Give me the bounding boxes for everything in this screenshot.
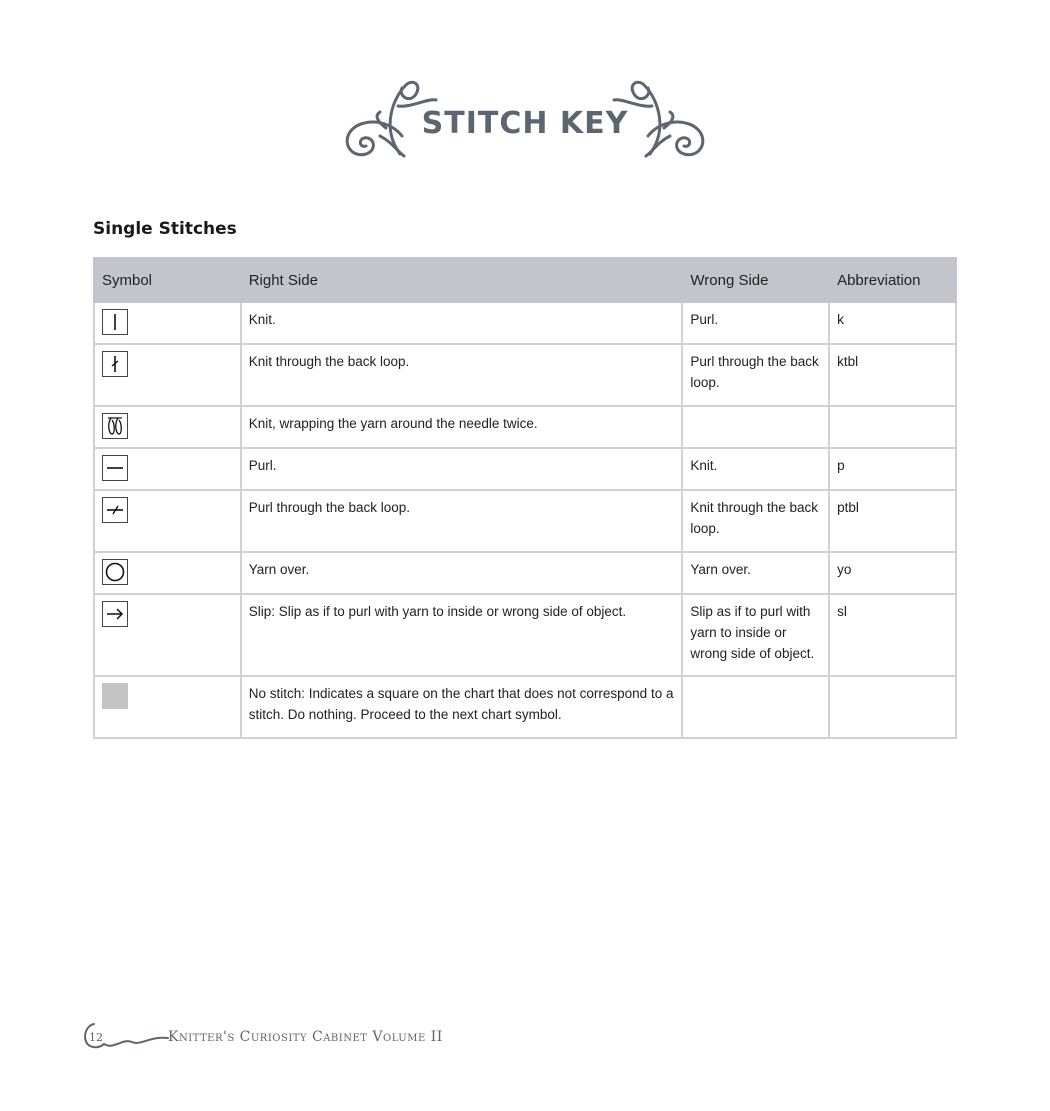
wrong-side-cell: Purl.: [682, 302, 829, 344]
yarn-over-symbol-icon: [102, 559, 128, 585]
purl-symbol-icon: [102, 455, 128, 481]
table-row: [94, 490, 956, 552]
table-header-row: [94, 258, 956, 302]
right-flourish-icon: [610, 66, 710, 166]
header-abbreviation: Abbreviation: [829, 258, 956, 302]
knit-tbl-symbol-icon: [102, 351, 128, 377]
book-title: Knitter's Curiosity Cabinet Volume II: [168, 1029, 443, 1045]
wrong-side-cell: [682, 676, 829, 738]
right-side-cell: Purl.: [241, 448, 683, 490]
wrong-side-cell: Knit.: [682, 448, 829, 490]
header-symbol: Symbol: [94, 258, 241, 302]
table-row: [94, 676, 956, 738]
abbreviation-cell: k: [829, 302, 956, 344]
wrong-side-cell: Knit through the back loop.: [682, 490, 829, 552]
slip-arrow-symbol-icon: [102, 601, 128, 627]
page-number: 12: [89, 1031, 103, 1044]
right-side-cell: Purl through the back loop.: [241, 490, 683, 552]
symbol-cell: [94, 344, 241, 406]
symbol-cell: [94, 676, 241, 738]
no-stitch-symbol-icon: [102, 683, 128, 709]
header-right-side: Right Side: [241, 258, 683, 302]
purl-tbl-symbol-icon: [102, 497, 128, 523]
header-wrong-side: Wrong Side: [682, 258, 829, 302]
abbreviation-cell: [829, 676, 956, 738]
table-row: [94, 552, 956, 594]
symbol-cell: [94, 448, 241, 490]
table-row: [94, 594, 956, 676]
abbreviation-cell: ktbl: [829, 344, 956, 406]
page-title: STITCH KEY: [421, 106, 629, 141]
page-footer: [80, 1018, 480, 1058]
abbreviation-cell: p: [829, 448, 956, 490]
wrong-side-cell: Yarn over.: [682, 552, 829, 594]
knit-symbol-icon: [102, 309, 128, 335]
right-side-cell: Yarn over.: [241, 552, 683, 594]
wrong-side-cell: Purl through the back loop.: [682, 344, 829, 406]
table-row: [94, 344, 956, 406]
table-row: [94, 448, 956, 490]
right-side-cell: No stitch: Indicates a square on the chart that does not correspond to a stitch. Do nothing. Proceed to the next chart symbol.: [241, 676, 683, 738]
knit-double-wrap-symbol-icon: [102, 413, 128, 439]
abbreviation-cell: [829, 406, 956, 448]
table-row: [94, 302, 956, 344]
stitch-key-table: [93, 257, 957, 739]
table-row: [94, 406, 956, 448]
symbol-cell: [94, 406, 241, 448]
section-title: Single Stitches: [93, 219, 237, 239]
abbreviation-cell: yo: [829, 552, 956, 594]
right-side-cell: Knit.: [241, 302, 683, 344]
right-side-cell: Slip: Slip as if to purl with yarn to inside or wrong side of object.: [241, 594, 683, 676]
wrong-side-cell: Slip as if to purl with yarn to inside or wrong side of object.: [682, 594, 829, 676]
abbreviation-cell: ptbl: [829, 490, 956, 552]
page-header: [340, 66, 710, 166]
symbol-cell: [94, 594, 241, 676]
abbreviation-cell: sl: [829, 594, 956, 676]
symbol-cell: [94, 552, 241, 594]
right-side-cell: Knit, wrapping the yarn around the needle twice.: [241, 406, 683, 448]
symbol-cell: [94, 490, 241, 552]
symbol-cell: [94, 302, 241, 344]
right-side-cell: Knit through the back loop.: [241, 344, 683, 406]
wrong-side-cell: [682, 406, 829, 448]
